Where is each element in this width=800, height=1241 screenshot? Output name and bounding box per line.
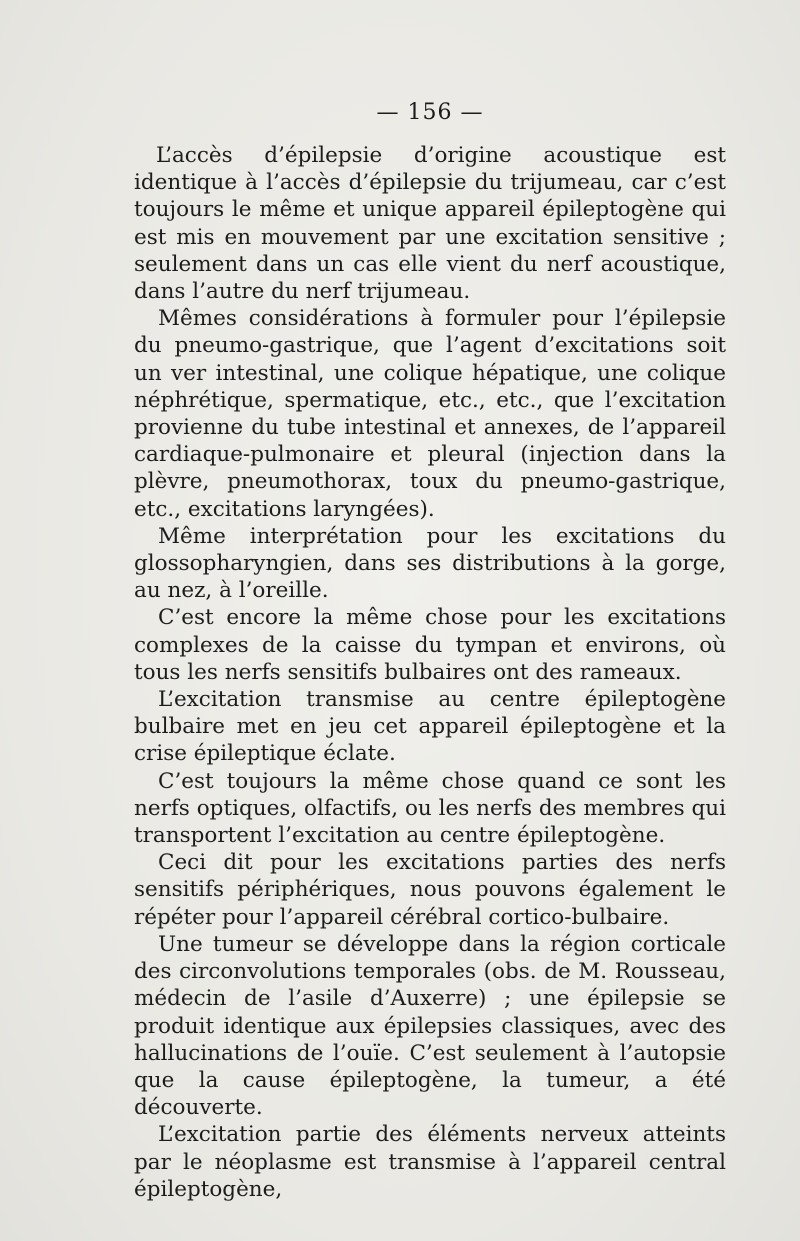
paragraph-1: L’accès d’épilepsie d’origine acoustique est identique à l’accès d’épilepsie du trijumeau, car c’est toujours le même et unique appareil épileptogène qui est mis en mouvement par une excitation sensitive ; seulement dans un cas elle vient du nerf acoustique, dans l’autre du nerf trijumeau. [134, 143, 726, 305]
paragraph-9: L’excitation partie des éléments nerveux atteints par le néoplasme est transmise à l’appareil central épileptogène, [134, 1122, 726, 1202]
paragraph-4: C’est encore la même chose pour les excitations complexes de la caisse du tympan et environs, où tous les nerfs sensitifs bulbaires ont des rameaux. [134, 605, 726, 685]
page-number: — 156 — [376, 100, 484, 125]
paragraph-2: Mêmes considérations à formuler pour l’épilepsie du pneumo-gastrique, que l’agent d’excitations soit un ver intestinal, une colique hépatique, une colique néphrétique, spermatique, etc., etc., que l’excitation provienne du tube intestinal et annexes, de l’appareil cardiaque-pulmonaire et pleural (injection dans la plèvre, pneumothorax, toux du pneumo-gastrique, etc., excitations laryngées). [134, 306, 726, 522]
paragraph-7: Ceci dit pour les excitations parties des nerfs sensitifs périphériques, nous pouvons également le répéter pour l’appareil cérébral cortico-bulbaire. [134, 850, 726, 930]
paragraph-8: Une tumeur se développe dans la région corticale des circonvolutions temporales (obs. de M. Rousseau, médecin de l’asile d’Auxerre) ; une épilepsie se produit identique aux épilepsies classiques, avec des hallucinations de l’ouïe. C’est seulement à l’autopsie que la cause épileptogène, la tumeur, a été découverte. [134, 931, 726, 1121]
body-text [134, 142, 726, 1203]
paragraph-6: C’est toujours la même chose quand ce sont les nerfs optiques, olfactifs, ou les nerfs des membres qui transportent l’excitation au centre épileptogène. [134, 768, 726, 849]
paragraph-3: Même interprétation pour les excitations du glossopharyngien, dans ses distributions à la gorge, au nez, à l’oreille. [134, 523, 726, 604]
paragraph-5: L’excitation transmise au centre épileptogène bulbaire met en jeu cet appareil épileptogène et la crise épileptique éclate. [134, 687, 726, 767]
